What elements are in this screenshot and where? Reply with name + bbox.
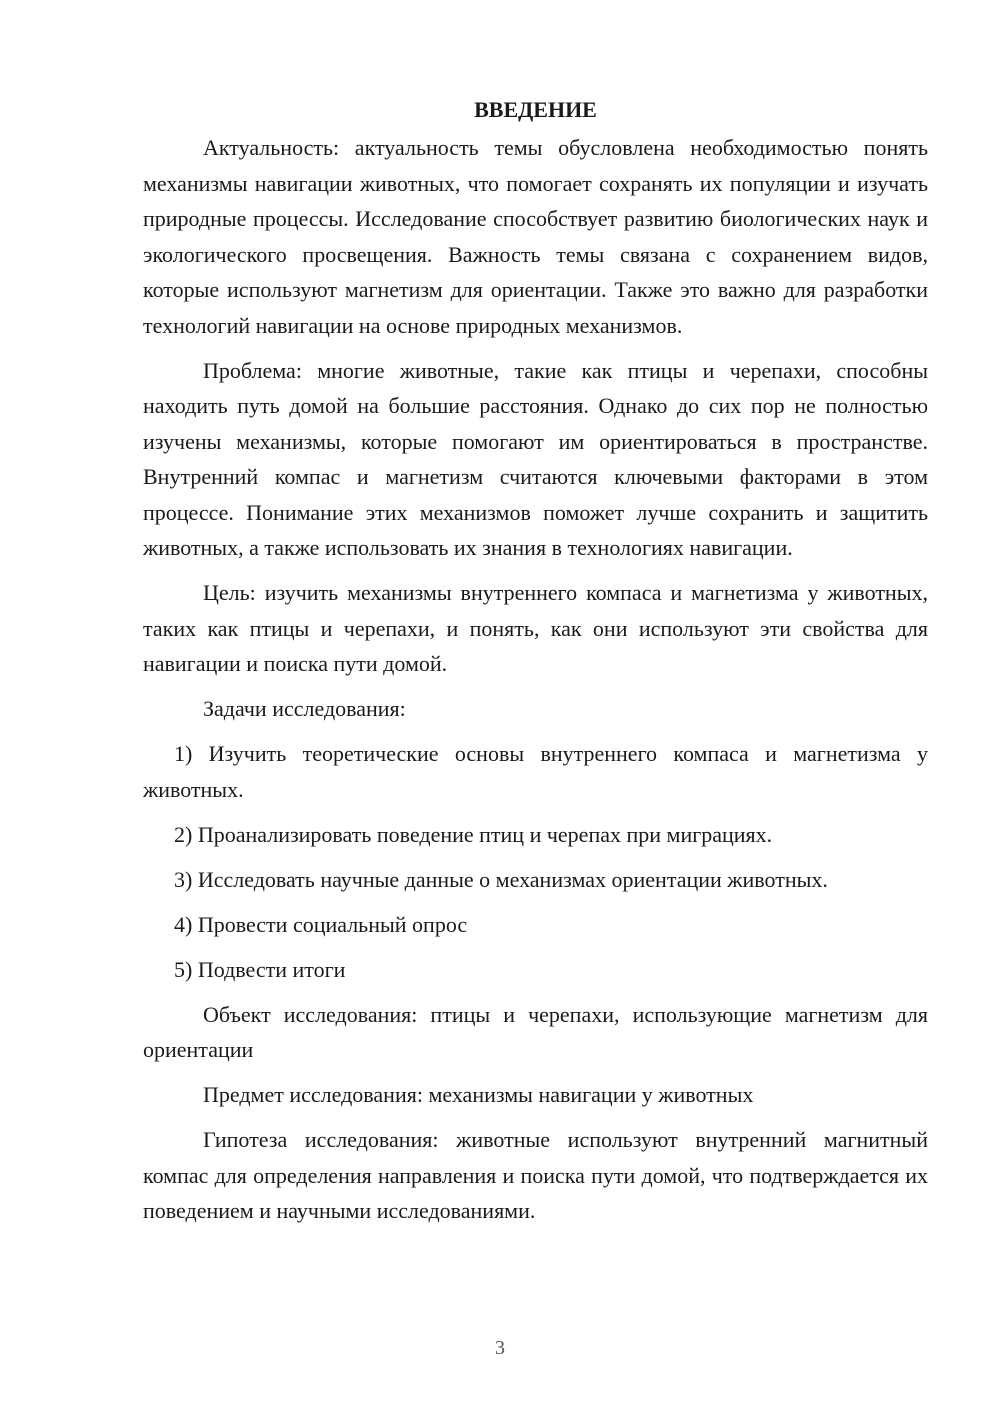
relevance-paragraph: Актуальность: актуальность темы обусловлена необходимостью понять механизмы навигации животных, что помогает сохранять их популяции и изучать природные процессы. Исследование способствует развитию биологических наук и экологического просвещения. Важность темы связана с сохранением видов, которые используют магнетизм для ориентации. Также это важно для разработки технологий навигации на основе природных механизмов. xyxy=(143,135,928,338)
research-subject-paragraph: Предмет исследования: механизмы навигации у животных xyxy=(203,1082,754,1107)
task-item: 3) Исследовать научные данные о механизмах ориентации животных. xyxy=(174,866,828,892)
tasks-heading: Задачи исследования: xyxy=(203,696,406,721)
problem-paragraph: Проблема: многие животные, такие как птицы и черепахи, способны находить путь домой на большие расстояния. Однако до сих пор не полностью изучены механизмы, которые помогают им ориентироваться в пространстве. Внутренний компас и магнетизм считаются ключевыми факторами в этом процессе. Понимание этих механизмов поможет лучше сохранить и защитить животных, а также использовать их знания в технологиях навигации. xyxy=(143,357,928,560)
task-item: 4) Провести социальный опрос xyxy=(174,911,468,937)
goal-paragraph: Цель: изучить механизмы внутреннего компаса и магнетизма у животных, таких как птицы и черепахи, и понять, как они используют эти свойства для навигации и поиска пути домой. xyxy=(143,580,928,676)
research-object-paragraph: Объект исследования: птицы и черепахи, использующие магнетизм для ориентации xyxy=(143,1001,928,1062)
section-title: ВВЕДЕНИЕ xyxy=(474,97,597,122)
page-number: 3 xyxy=(495,1337,505,1359)
hypothesis-paragraph: Гипотеза исследования: животные используют внутренний магнитный компас для определения направления и поиска пути домой, что подтверждается их поведением и научными исследованиями. xyxy=(143,1127,928,1223)
document-page xyxy=(143,92,928,1238)
task-item: 2) Проанализировать поведение птиц и черепах при миграциях. xyxy=(174,821,773,847)
task-item: 5) Подвести итоги xyxy=(174,956,346,982)
task-item: 1) Изучить теоретические основы внутреннего компаса и магнетизма у животных. xyxy=(143,741,928,802)
